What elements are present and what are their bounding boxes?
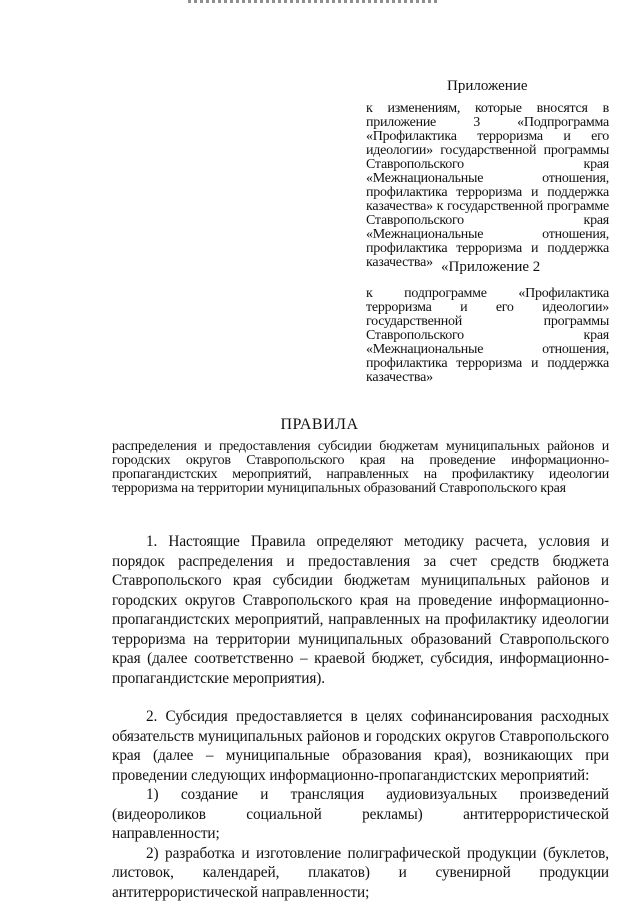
- appendix-2-description: к подпрограмме «Профилактика терроризма и его идеологии» государственной программы Ставропольского края «Межнациональные отношения, профилактика терроризма и поддержка казачества»: [366, 286, 609, 385]
- appendix-description: к изменениям, которые вносятся в приложение 3 «Подпрограмма «Профилактика терроризма и его идеологии» государственной программы Ставропольского края «Межнациональные отношения, профилактика терроризма и поддержка казачества» к государственной программе Ставропольского края «Межнациональные отношения, профилактика терроризма и поддержка казачества»: [366, 101, 609, 270]
- document-body: [112, 532, 609, 902]
- page-top-cutoff: [188, 0, 438, 3]
- appendix-2-title: «Приложение 2: [441, 259, 541, 275]
- rules-title: ПРАВИЛА: [280, 416, 359, 433]
- list-item-1: 1) создание и трансляция аудиовизуальных произведений (видеороликов социальной рекламы) антитеррористической направленности;: [112, 786, 609, 842]
- appendix-title: Приложение: [447, 78, 528, 94]
- paragraph-1: 1. Настоящие Правила определяют методику расчета, условия и порядок распределения и предоставления за счет средств бюджета Ставропольского края субсидии бюджетам муниципальных районов и городских округов Ставропольского края на проведение информационно-пропагандистских мероприятий, направленных на профилактику идеологии терроризма на территории муниципальных образований Ставропольского края (далее соответственно – краевой бюджет, субсидия, информационно-пропагандистские мероприятия).: [112, 533, 609, 687]
- list-item-2: 2) разработка и изготовление полиграфической продукции (буклетов, листовок, календарей, плакатов) и сувенирной продукции антитеррористической направленности;: [112, 844, 609, 901]
- paragraph-2: 2. Субсидия предоставляется в целях софинансирования расходных обязательств муниципальных районов и городских округов Ставропольского края (далее – муниципальные образования края), возникающих при проведении следующих информационно-пропагандистских мероприятий:: [112, 708, 609, 784]
- rules-subtitle: распределения и предоставления субсидии бюджетам муниципальных районов и городских округов Ставропольского края на проведение информационно-пропагандистских мероприятий, направленных на профилактику идеологии терроризма на территории муниципальных образований Ставропольского края: [112, 439, 609, 496]
